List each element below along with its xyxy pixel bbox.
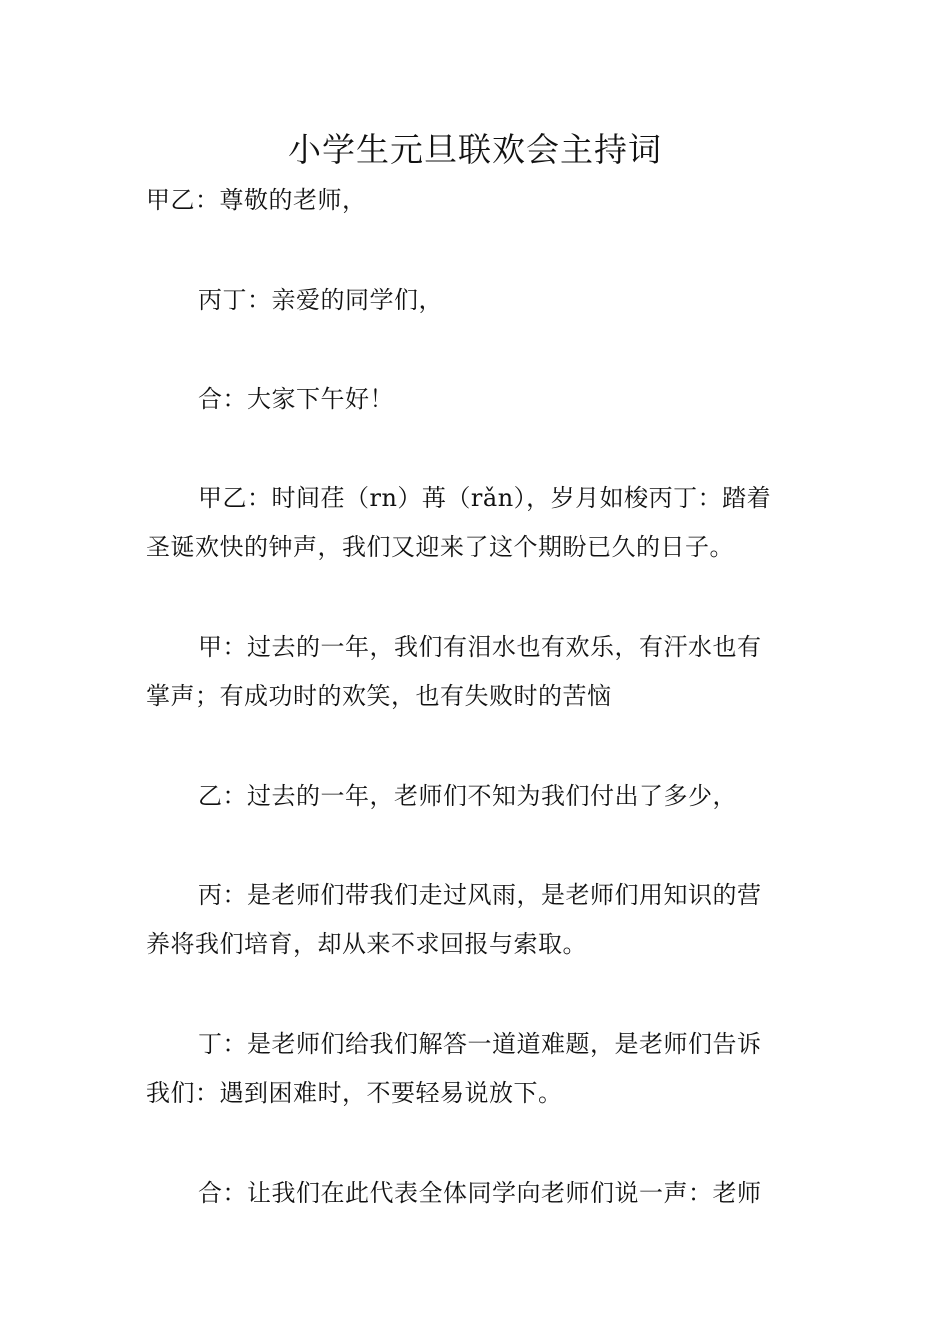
paragraph-line: 丙丁：亲爱的同学们， <box>198 286 443 314</box>
paragraph-line: 养将我们培育，却从来不求回报与索取。 <box>146 930 587 958</box>
paragraph-3 <box>146 375 808 424</box>
paragraph-line: 我们：遇到困难时，不要轻易说放下。 <box>146 1079 563 1107</box>
paragraph-line: 甲：过去的一年，我们有泪水也有欢乐，有汗水也有 <box>198 633 762 661</box>
paragraph-line: 丙：是老师们带我们走过风雨，是老师们用知识的营 <box>198 881 762 909</box>
paragraph-5 <box>146 623 808 721</box>
paragraph-line: 合：大家下午好！ <box>198 385 394 413</box>
paragraph-line: 甲乙：尊敬的老师， <box>146 186 367 214</box>
paragraph-8 <box>146 1020 808 1118</box>
paragraph-line: 圣诞欢快的钟声，我们又迎来了这个期盼已久的日子。 <box>146 533 734 561</box>
paragraph-7 <box>146 871 808 969</box>
paragraph-2 <box>146 276 808 325</box>
paragraph-1 <box>146 176 808 225</box>
paragraph-line: 丁：是老师们给我们解答一道道难题，是老师们告诉 <box>198 1030 762 1058</box>
document-title: 小学生元旦联欢会主持词 <box>288 130 662 169</box>
paragraph-line: 合：让我们在此代表全体同学向老师们说一声：老师 <box>198 1179 762 1207</box>
paragraph-4 <box>146 474 808 572</box>
paragraph-line: 乙：过去的一年，老师们不知为我们付出了多少， <box>198 782 737 810</box>
paragraph-line: 掌声；有成功时的欢笑，也有失败时的苦恼 <box>146 682 612 710</box>
paragraph-9 <box>146 1169 808 1218</box>
paragraph-line: 甲乙：时间荏（rn）苒（rǎn），岁月如梭丙丁：踏着 <box>198 484 772 512</box>
paragraph-6 <box>146 772 808 821</box>
